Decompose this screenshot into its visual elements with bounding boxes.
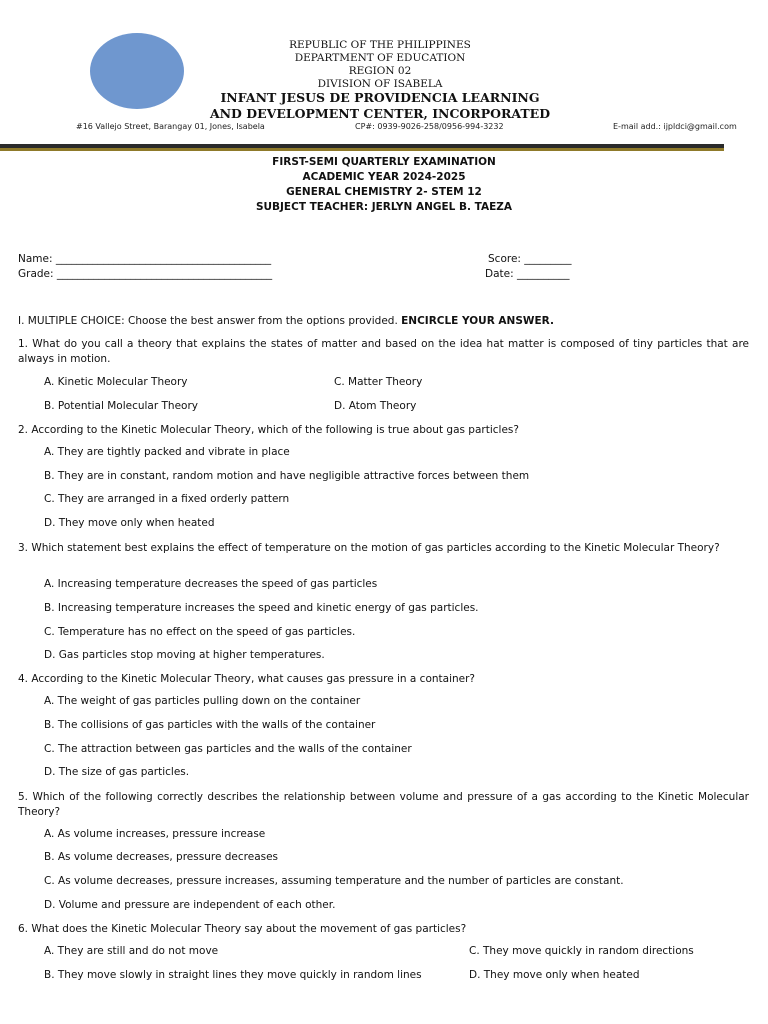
question-5: 5. Which of the following correctly describes the relationship between volume and pressure of a gas according to the Kinetic Molecular Theory? (18, 791, 749, 818)
question-2: 2. According to the Kinetic Molecular Theory, which of the following is true about gas particles? (18, 424, 519, 436)
name-field[interactable]: Name: _________________________________________ (18, 253, 272, 265)
q5-option-b[interactable]: B. As volume decreases, pressure decreases (44, 851, 279, 863)
score-field[interactable]: Score: _________ (488, 253, 572, 265)
school-name-line2: AND DEVELOPMENT CENTER, INCORPORATED (209, 106, 551, 121)
question-6: 6. What does the Kinetic Molecular Theory say about the movement of gas particles? (18, 923, 467, 935)
q2-option-a[interactable]: A. They are tightly packed and vibrate in place (44, 446, 290, 458)
school-address: #16 Vallejo Street, Barangay 01, Jones, Isabela (76, 122, 265, 131)
instructions-emphasis: ENCIRCLE YOUR ANSWER. (401, 315, 554, 327)
q4-option-d[interactable]: D. The size of gas particles. (44, 766, 190, 778)
q4-option-c[interactable]: C. The attraction between gas particles and the walls of the container (44, 743, 412, 755)
school-name-line1: INFANT JESUS DE PROVIDENCIA LEARNING (220, 90, 540, 105)
letterhead-department: DEPARTMENT OF EDUCATION (294, 52, 466, 64)
letterhead-region: REGION 02 (348, 65, 412, 77)
exam-teacher: SUBJECT TEACHER: JERLYN ANGEL B. TAEZA (255, 201, 513, 213)
question-3: 3. Which statement best explains the effect of temperature on the motion of gas particles according to the Kinetic Molecular Theory? (18, 542, 720, 554)
q1-option-c[interactable]: C. Matter Theory (334, 376, 423, 388)
q3-option-c[interactable]: C. Temperature has no effect on the speed of gas particles. (44, 626, 356, 638)
q5-option-a[interactable]: A. As volume increases, pressure increase (44, 828, 266, 840)
q6-option-a[interactable]: A. They are still and do not move (44, 945, 219, 957)
grade-field[interactable]: Grade: _________________________________________ (18, 268, 273, 280)
school-phone: CP#: 0939-9026-258/0956-994-3232 (355, 122, 504, 131)
q6-option-d[interactable]: D. They move only when heated (469, 969, 640, 981)
question-4: 4. According to the Kinetic Molecular Theory, what causes gas pressure in a container? (18, 673, 475, 685)
exam-year: ACADEMIC YEAR 2024-2025 (302, 171, 466, 183)
header-rule-accent (0, 148, 724, 151)
q2-option-d[interactable]: D. They move only when heated (44, 517, 215, 529)
letterhead-country: REPUBLIC OF THE PHILIPPINES (289, 39, 471, 51)
q4-option-b[interactable]: B. The collisions of gas particles with the walls of the container (44, 719, 376, 731)
instructions (18, 314, 749, 329)
q4-option-a[interactable]: A. The weight of gas particles pulling down on the container (44, 695, 361, 707)
q5-option-c[interactable]: C. As volume decreases, pressure increases, assuming temperature and the number of particles are constant. (44, 875, 624, 887)
date-field[interactable]: Date: __________ (485, 268, 570, 280)
school-email: E-mail add.: ijpldci@gmail.com (613, 122, 737, 131)
instructions-text: I. MULTIPLE CHOICE: Choose the best answer from the options provided. (18, 315, 402, 327)
q2-option-c[interactable]: C. They are arranged in a fixed orderly pattern (44, 493, 290, 505)
letterhead-division: DIVISION OF ISABELA (317, 78, 443, 90)
q1-option-a[interactable]: A. Kinetic Molecular Theory (44, 376, 188, 388)
q3-option-d[interactable]: D. Gas particles stop moving at higher temperatures. (44, 649, 325, 661)
q5-option-d[interactable]: D. Volume and pressure are independent of each other. (44, 899, 336, 911)
q1-option-b[interactable]: B. Potential Molecular Theory (44, 400, 198, 412)
exam-title: FIRST-SEMI QUARTERLY EXAMINATION (272, 156, 496, 168)
q3-option-b[interactable]: B. Increasing temperature increases the speed and kinetic energy of gas particles. (44, 602, 479, 614)
question-1: 1. What do you call a theory that explains the states of matter and based on the idea hat matter is composed of tiny particles that are always in motion. (18, 338, 749, 365)
q2-option-b[interactable]: B. They are in constant, random motion and have negligible attractive forces between them (44, 470, 530, 482)
q6-option-c[interactable]: C. They move quickly in random directions (469, 945, 694, 957)
exam-subject: GENERAL CHEMISTRY 2- STEM 12 (286, 186, 482, 198)
q6-option-b[interactable]: B. They move slowly in straight lines they move quickly in random lines (44, 969, 422, 981)
q1-option-d[interactable]: D. Atom Theory (334, 400, 417, 412)
q3-option-a[interactable]: A. Increasing temperature decreases the speed of gas particles (44, 578, 378, 590)
